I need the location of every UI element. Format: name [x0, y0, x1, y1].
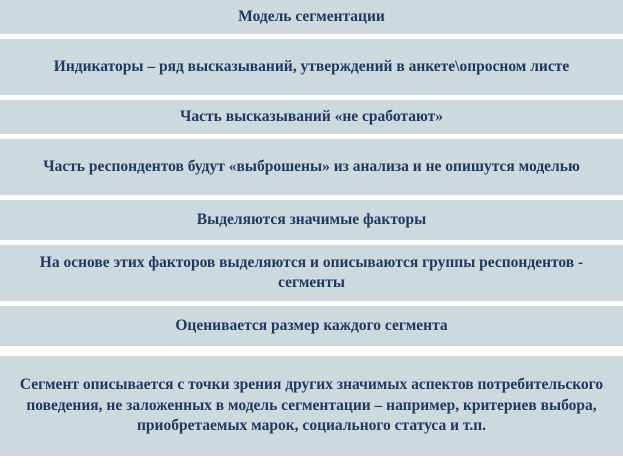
- band-significant-factors: [0, 200, 623, 240]
- band-segment-size: [0, 306, 623, 346]
- band-respondents-excluded-text: Часть респондентов будут «выброшены» из анализа и не опишутся моделью: [43, 158, 580, 176]
- band-respondents-excluded: [0, 139, 623, 195]
- band-title-text: Модель сегментации: [238, 8, 385, 26]
- band-segment-description-text: Сегмент описывается с точки зрения других значимых аспектов потребительского поведения, не заложенных в модель сегментации – например, критериев выбора, приобретаемых марок, социального статуса и т.п.: [19, 375, 604, 435]
- band-title: [0, 0, 623, 34]
- band-significant-factors-text: Выделяются значимые факторы: [196, 211, 427, 229]
- band-statements-fail-text: Часть высказываний «не сработают»: [180, 108, 443, 126]
- band-indicators-text: Индикаторы – ряд высказываний, утверждений в анкете\опросном листе: [53, 58, 570, 76]
- band-segment-description: [0, 356, 623, 456]
- band-groups-segments-text: На основе этих факторов выделяются и описываются группы респондентов - сегменты: [39, 254, 584, 291]
- band-groups-segments: [0, 245, 623, 301]
- band-segment-size-text: Оценивается размер каждого сегмента: [175, 317, 448, 335]
- band-statements-fail: [0, 100, 623, 134]
- band-indicators: [0, 39, 623, 95]
